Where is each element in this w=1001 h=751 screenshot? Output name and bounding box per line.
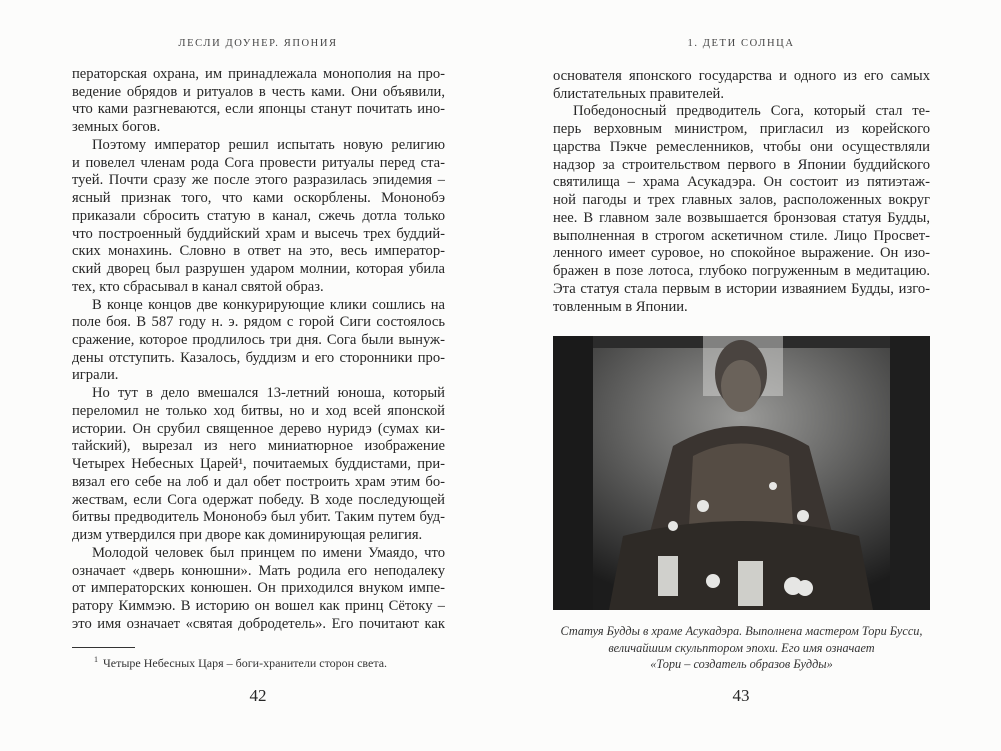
caption-line: «Тори – создатель образов Будды» bbox=[650, 657, 833, 671]
text-line: Но тут в дело вмешался 13-летний юноша, который bbox=[92, 385, 445, 402]
right-page-body bbox=[553, 68, 930, 316]
footnote bbox=[94, 655, 387, 671]
page-number-left: 42 bbox=[249, 686, 267, 705]
footnote-divider bbox=[72, 647, 135, 648]
text-line: ленного имеет суровое, но спокойное выражение. Он изо- bbox=[553, 245, 930, 262]
text-line: Четырех Небесных Царей¹, почитаемых буддистами, при- bbox=[72, 456, 445, 473]
text-line: выполненная в строгом аскетичном стиле. Лицо Просвет- bbox=[553, 227, 930, 244]
text-line: Победоносный предводитель Сога, который стал те- bbox=[573, 103, 930, 120]
text-line: Эта статуя стала первым в истории изваянием Будды, изго- bbox=[553, 280, 930, 297]
paragraph bbox=[72, 137, 445, 297]
text-line: бражен в позе лотоса, глубоко погруженным в медитацию. bbox=[553, 263, 930, 280]
text-line: ясный признак того, что ками оскорблены. Мононобэ bbox=[72, 190, 445, 207]
text-line: истории. Он срубил священное дерево нуридэ (сумах ки- bbox=[72, 420, 445, 437]
text-line: Поэтому император решил испытать новую религию bbox=[92, 136, 445, 153]
text-line: товленным в Японии. bbox=[553, 298, 688, 315]
page-number-right: 43 bbox=[732, 686, 750, 705]
right-running-head: 1. ДЕТИ СОЛНЦА bbox=[687, 38, 795, 49]
text-line: царства Пэкче ремесленников, чтобы они осуществляли bbox=[553, 138, 930, 155]
text-line: сражение, которое продлилось три дня. Сога были вынуж- bbox=[72, 332, 445, 349]
text-line: приказали сбросить статую в канал, сжечь дотла только bbox=[72, 207, 445, 224]
text-line: надзор за строительством первого в Японии буддийского bbox=[553, 156, 930, 173]
text-line: ратору Киммэю. В историю он вошел как принц Сётоку – bbox=[72, 598, 445, 615]
text-line: земных богов. bbox=[72, 119, 161, 136]
text-line: ператорская охрана, им принадлежала монополия на про- bbox=[72, 66, 445, 82]
text-line: что ками разгневаются, если японцы станут почитать ино- bbox=[72, 101, 445, 118]
text-line: это имя означает «святая добродетель». Его почитают как bbox=[72, 615, 445, 632]
text-line: дизм утвердился при дворе как доминирующая религия. bbox=[72, 527, 423, 544]
text-line: играли. bbox=[72, 367, 119, 384]
text-line: святилища – храма Асукадэра. Он состоит из пятиэтаж- bbox=[553, 174, 930, 191]
left-running-head: ЛЕСЛИ ДОУНЕР. ЯПОНИЯ bbox=[178, 38, 338, 49]
text-line: туей. Почти сразу же после этого разразилась эпидемия – bbox=[72, 172, 445, 189]
text-line: и повелел членам рода Сога провести ритуалы перед ста- bbox=[72, 154, 445, 171]
paragraph bbox=[72, 545, 445, 634]
photo-caption bbox=[553, 623, 930, 673]
paragraph bbox=[72, 66, 445, 137]
paragraph bbox=[72, 385, 445, 545]
text-line: переломил не только ход битвы, но и ход всей японской bbox=[72, 402, 445, 419]
buddha-statue-photo bbox=[553, 336, 930, 610]
text-line: блистательных правителей. bbox=[553, 85, 724, 102]
text-line: тех, кто сбрасывал в канал святой образ. bbox=[72, 278, 324, 295]
text-line: ский дворец был разрушен ударом молнии, которая убила bbox=[72, 261, 445, 278]
paragraph bbox=[553, 68, 930, 103]
text-line: битвы предводитель Мононобэ был убит. Таким путем буд- bbox=[72, 509, 445, 526]
text-line: от императорских конюшен. Он приходился внуком импе- bbox=[72, 580, 445, 597]
paragraph bbox=[72, 297, 445, 386]
text-line: тайский), вырезал из него миниатюрное изображение bbox=[72, 438, 445, 455]
text-line: что построенный буддийский храм и высечь трех буддий- bbox=[72, 225, 445, 242]
text-line: ских монахинь. Словно в ответ на это, весь император- bbox=[72, 243, 445, 260]
text-line: Молодой человек был принцем по имени Умаядо, что bbox=[92, 544, 445, 561]
text-line: нее. В главном зале возвышается бронзовая статуя Будды, bbox=[553, 209, 930, 226]
text-line: В конце концов две конкурирующие клики сошлись на bbox=[92, 296, 445, 313]
text-line: вязал его себе на лоб и дал обет построить храм этим бо- bbox=[72, 473, 445, 490]
text-line: ной пагоды и трех главных залов, расположенных вокруг bbox=[553, 192, 930, 209]
footnote-mark: 1 bbox=[94, 655, 98, 664]
footnote-text: Четыре Небесных Царя – боги-хранители сторон света. bbox=[103, 656, 388, 670]
text-line: жествам, если Сога одержат победу. В ходе последующей bbox=[72, 491, 445, 508]
caption-line: величайшим скульптором эпохи. Его имя означает bbox=[608, 640, 875, 655]
text-line: дены отступить. Казалось, буддизм и его сторонники про- bbox=[72, 349, 445, 366]
paragraph bbox=[553, 103, 930, 316]
text-line: поле боя. В 587 году н. э. рядом с горой Сиги состоялось bbox=[72, 314, 445, 331]
text-line: перь верховным министром, пригласил из корейского bbox=[553, 121, 930, 138]
text-line: означает «дверь конюшни». Мать родила его неподалеку bbox=[72, 562, 445, 579]
left-page-body bbox=[72, 66, 445, 634]
text-line: ведение обрядов и ритуалов в честь ками. Они объявили, bbox=[72, 83, 445, 100]
text-line: основателя японского государства и одного из его самых bbox=[553, 68, 930, 84]
caption-line: Статуя Будды в храме Асукадэра. Выполнена мастером Тори Бусси, bbox=[560, 624, 923, 638]
